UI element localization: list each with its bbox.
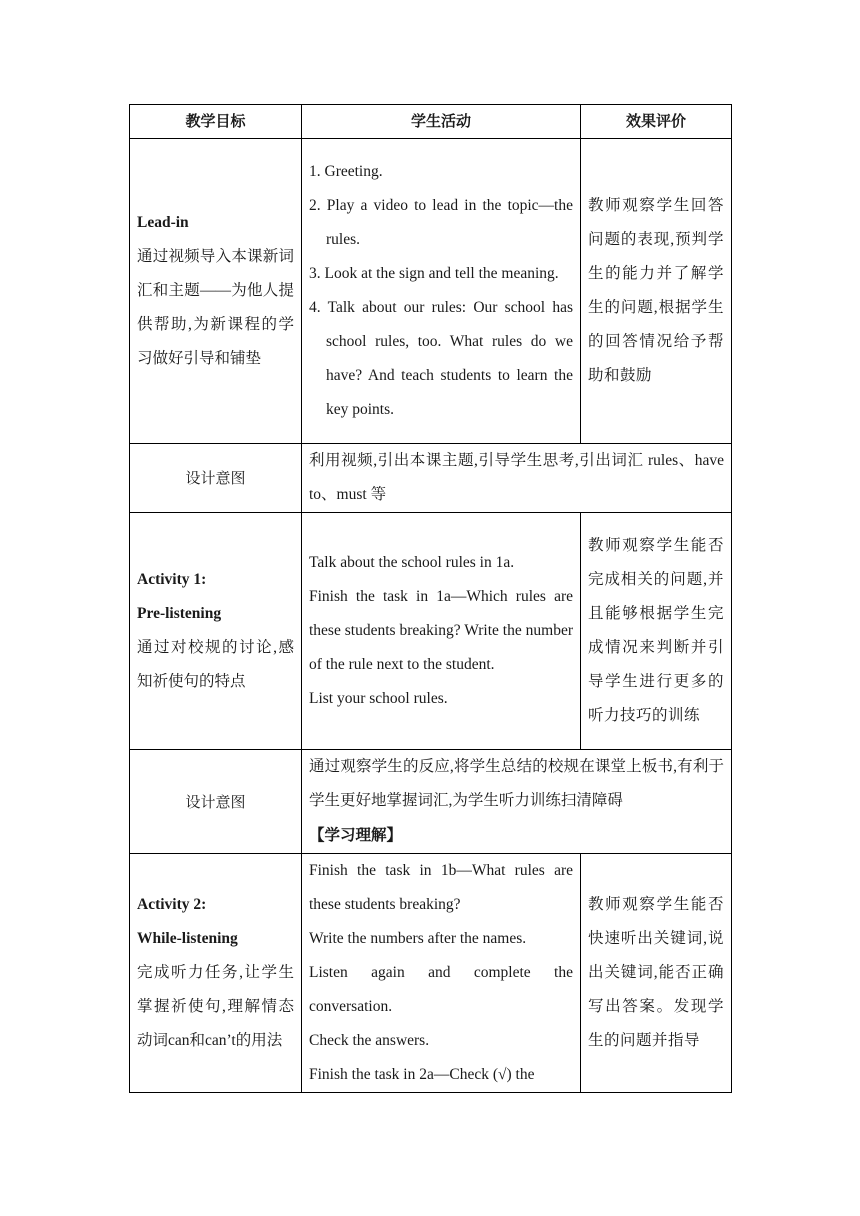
activity-2-item: Finish the task in 1b—What rules are these students breaking? xyxy=(309,862,573,913)
activity-1-evaluation-text: 教师观察学生能否完成相关的问题,并且能够根据学生完成情况来判断并引导学生进行更多的听力技巧的训练 xyxy=(588,537,724,724)
leadin-title: Lead-in xyxy=(137,214,189,231)
table-header-row xyxy=(130,105,732,139)
header-teaching-goal: 教学目标 xyxy=(130,105,302,139)
table-row-intent-2 xyxy=(130,750,732,854)
header-evaluation: 效果评价 xyxy=(581,105,732,139)
activity-1-item: Talk about the school rules in 1a. xyxy=(309,554,515,571)
intent-2-cell xyxy=(302,750,732,854)
activity-2-item: Check the answers. xyxy=(309,1032,430,1049)
activity-1-item: Finish the task in 1a—Which rules are these students breaking? Write the number of the rule next to the student. xyxy=(309,588,573,673)
activity-2-item: Listen again and complete the conversation. xyxy=(309,964,573,1015)
activity-2-activities-cell xyxy=(302,854,581,1093)
leadin-evaluation-cell xyxy=(581,139,732,444)
intent-2-text: 通过观察学生的反应,将学生总结的校规在课堂上板书,有利于学生更好地掌握词汇,为学生听力训练扫清障碍 xyxy=(309,758,724,809)
activity-1-goal-cell xyxy=(130,513,302,750)
intent-1-text: 利用视频,引出本课主题,引导学生思考,引出词汇 rules、have to、must 等 xyxy=(309,452,724,503)
activity-2-evaluation-cell xyxy=(581,854,732,1093)
table-row-leadin xyxy=(130,139,732,444)
leadin-goal-cell xyxy=(130,139,302,444)
activity-1-subtitle: Pre-listening xyxy=(137,605,222,622)
activity-2-evaluation-text: 教师观察学生能否快速听出关键词,说出关键词,能否正确写出答案。发现学生的问题并指导 xyxy=(588,896,724,1049)
activity-1-evaluation-cell xyxy=(581,513,732,750)
table-row-activity-2 xyxy=(130,854,732,1093)
leadin-activity-item: 1. Greeting. xyxy=(309,163,383,180)
leadin-activity-item: 4. Talk about our rules: Our school has school rules, too. What rules do we have? And teach students to learn the key points. xyxy=(309,299,573,418)
intent-1-label: 设计意图 xyxy=(130,444,302,513)
leadin-activity-item: 2. Play a video to lead in the topic—the rules. xyxy=(309,197,573,248)
leadin-activities-cell xyxy=(302,139,581,444)
intent-1-cell xyxy=(302,444,732,513)
activity-2-item: Finish the task in 2a—Check (√) the xyxy=(309,1066,535,1083)
activity-2-item: Write the numbers after the names. xyxy=(309,930,527,947)
table-row-intent-1 xyxy=(130,444,732,513)
activity-2-goal-cell xyxy=(130,854,302,1093)
activity-2-title: Activity 2: xyxy=(137,896,207,913)
header-student-activities: 学生活动 xyxy=(302,105,581,139)
leadin-evaluation-text: 教师观察学生回答问题的表现,预判学生的能力并了解学生的问题,根据学生的回答情况给予帮助和鼓励 xyxy=(588,197,724,384)
activity-1-item: List your school rules. xyxy=(309,690,448,707)
activity-2-subtitle: While-listening xyxy=(137,930,238,947)
activity-1-activities-cell xyxy=(302,513,581,750)
intent-2-tag: 【学习理解】 xyxy=(309,826,403,844)
activity-1-goal-text: 通过对校规的讨论,感知祈使句的特点 xyxy=(137,639,294,690)
intent-2-label: 设计意图 xyxy=(130,750,302,854)
activity-1-title: Activity 1: xyxy=(137,571,207,588)
leadin-activity-item: 3. Look at the sign and tell the meaning. xyxy=(309,265,559,282)
leadin-goal-text: 通过视频导入本课新词汇和主题——为他人提供帮助,为新课程的学习做好引导和铺垫 xyxy=(137,248,294,367)
activity-2-goal-text: 完成听力任务,让学生掌握祈使句,理解情态动词can和can’t的用法 xyxy=(137,964,294,1049)
lesson-plan-table xyxy=(129,104,732,1093)
table-row-activity-1 xyxy=(130,513,732,750)
